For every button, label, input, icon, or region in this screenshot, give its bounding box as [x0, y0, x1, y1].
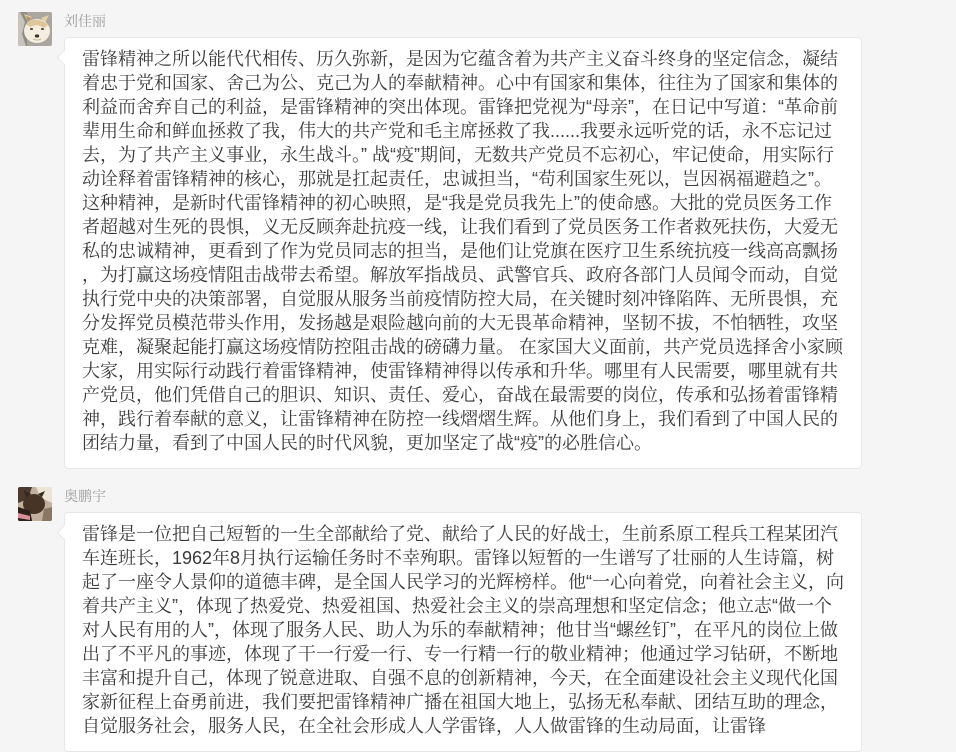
username: 奥鹏宇 [64, 488, 106, 504]
cat-photo-icon [18, 487, 52, 521]
message-text: 雷锋精神之所以能代代相传、历久弥新，是因为它蕴含着为共产主义奋斗终身的坚定信念，凝结着忠于党和国家、舍己为公、克己为人的奉献精神。心中有国家和集体，往往为了国家和集体的利益而舍弃自己的利益，是雷锋精神的突出体现。雷锋把党视为“母亲”，在日记中写道：“革命前辈用生命和鲜血拯救了我，伟大的共产党和毛主席拯救了我......我要永远听党的话，永不忘记过去，为了共产主义事业，永生战斗。” 战“疫”期间，无数共产党员不忘初心，牢记使命，用实际行动诠释着雷锋精神的核心，那就是扛起责任，忠诚担当，“苟利国家生死以，岂因祸福避趋之”。这种精神，是新时代雷锋精神的初心映照，是“我是党员我先上”的使命感。大批的党员医务工作者超越对生死的畏惧，义无反顾奔赴抗疫一线，让我们看到了党员医务工作者救死扶伤，大爱无私的忠诚精神，更看到了作为党员同志的担当，是他们让党旗在医疗卫生系统抗疫一线高高飘扬，为打赢这场疫情阻击战带去希望。解放军指战员、武警官兵、政府各部门人员闻令而动，自觉执行党中央的决策部署，自觉服从服务当前疫情防控大局，在关键时刻冲锋陷阵、无所畏惧，充分发挥党员模范带头作用，发扬越是艰险越向前的大无畏革命精神，坚韧不拔，不怕牺牲，攻坚克难，凝聚起能打赢这场疫情防控阻击战的磅礴力量。 在家国大义面前，共产党员选择舍小家顾大家，用实际行动践行着雷锋精神，使雷锋精神得以传承和升华。哪里有人民需要，哪里就有共产党员，他们凭借自己的胆识、知识、责任、爱心，奋战在最需要的岗位，传承和弘扬着雷锋精神，践行着奉献的意义，让雷锋精神在防控一线熠熠生辉。从他们身上，我们看到了中国人民的团结力量，看到了中国人民的时代风貌，更加坚定了战“疫”的必胜信心。 [82, 49, 843, 453]
message-bubble [64, 37, 862, 469]
bubble-arrow-icon [57, 50, 73, 66]
user-avatar[interactable] [18, 12, 52, 46]
message-bubble [64, 512, 862, 752]
message-text: 雷锋是一位把自己短暂的一生全部献给了党、献给了人民的好战士，生前系原工程兵工程某团汽车连班长，1962年8月执行运输任务时不幸殉职。雷锋以短暂的一生谱写了壮丽的人生诗篇，树起了一座令人景仰的道德丰碑，是全国人民学习的光辉榜样。他“一心向着党，向着社会主义，向着共产主义”，体现了热爱党、热爱祖国、热爱社会主义的崇高理想和坚定信念；他立志“做一个对人民有用的人”，体现了服务人民、助人为乐的奉献精神；他甘当“螺丝钉”，在平凡的岗位上做出了不平凡的事迹，体现了干一行爱一行、专一行精一行的敬业精神；他通过学习钻研，不断地丰富和提升自己，体现了锐意进取、自强不息的创新精神，今天，在全面建设社会主义现代化国家新征程上奋勇前进，我们要把雷锋精神广播在祖国大地上，弘扬无私奉献、团结互助的理念，自觉服务社会，服务人民，在全社会形成人人学雷锋，人人做雷锋的生动局面，让雷锋 [82, 524, 844, 736]
user-avatar[interactable] [18, 487, 52, 521]
chat-message [0, 12, 956, 469]
username: 刘佳丽 [64, 13, 106, 29]
bubble-arrow-icon [57, 525, 73, 541]
dog-photo-icon [18, 12, 52, 46]
chat-message [0, 487, 956, 752]
